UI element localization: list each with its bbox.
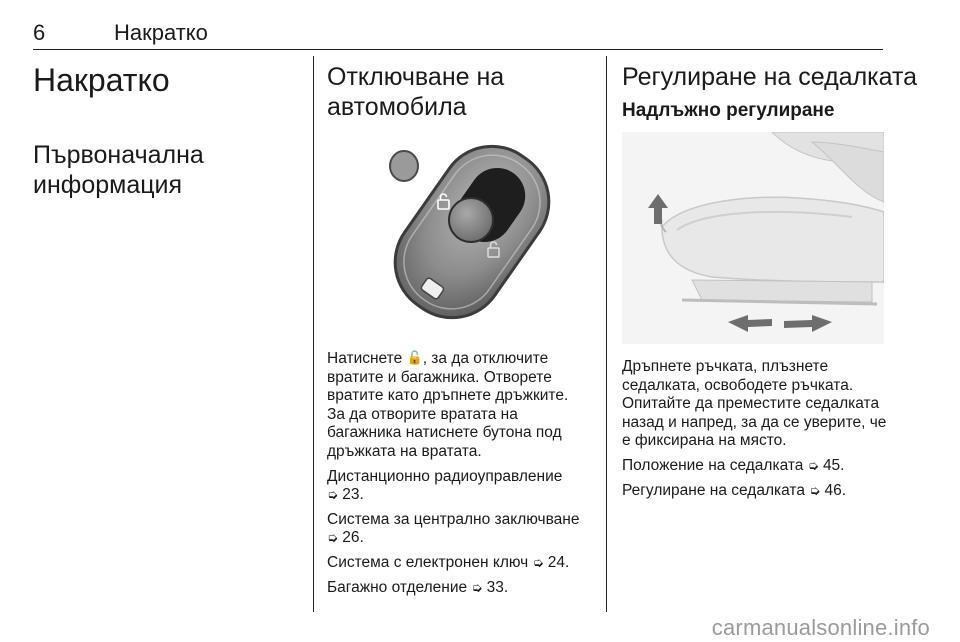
watermark: carmanualsonline.info xyxy=(711,615,930,640)
seat-adjustment-instruction: Дръпнете ръчката, плъзнете седалката, освободете ръчката. Опитайте да преместите седалката назад и напред, за да се уверите, че е фиксирана на място. xyxy=(622,358,887,450)
reference-seat-position: Положение на седалката ➭ 45. xyxy=(622,456,845,474)
reference-arrow-icon: ➭ xyxy=(327,487,338,503)
unlock-icon: 🔓 xyxy=(406,350,423,365)
header-rule xyxy=(33,49,883,50)
seat-adjustment-illustration xyxy=(622,132,884,344)
column-divider-2 xyxy=(606,56,607,612)
running-title: Накратко xyxy=(114,20,208,45)
unlocking-instruction xyxy=(327,349,589,462)
seat-adjustment-text xyxy=(622,358,887,506)
reference-central-locking: Система за централно заключване ➭ 26. xyxy=(327,510,580,547)
instruction-text-before-icon: Натиснете xyxy=(327,350,407,367)
page-number: 6 xyxy=(33,20,46,45)
reference-arrow-icon: ➭ xyxy=(807,457,819,473)
car-key-fob-illustration xyxy=(370,136,575,328)
reference-electronic-key: Система с електронен ключ ➭ 24. xyxy=(327,553,570,571)
instruction-text-after-icon: , за да отключите вратите и багажника. Отворете вратите като дръпнете дръжките. За да отворите вратата на багажника натиснете бутона под дръжката на вратата. xyxy=(327,350,569,460)
column-divider-1 xyxy=(313,56,314,612)
reference-arrow-icon: ➭ xyxy=(532,554,544,570)
reference-luggage-compartment: Багажно отделение ➭ 33. xyxy=(327,578,509,596)
unlocking-heading: Отключване на автомобила xyxy=(327,63,505,121)
reference-arrow-icon: ➭ xyxy=(327,530,338,546)
longitudinal-adjustment-subheading: Надлъжно регулиране xyxy=(622,100,835,121)
reference-arrow-icon: ➭ xyxy=(809,482,821,498)
reference-arrow-icon: ➭ xyxy=(471,579,483,595)
unlocking-text xyxy=(327,349,589,603)
subsection-title: Първоначална информация xyxy=(33,141,204,199)
reference-remote-control: Дистанционно радиоуправление ➭ 23. xyxy=(327,467,563,504)
reference-seat-adjustment: Регулиране на седалката ➭ 46. xyxy=(622,481,847,499)
seat-adjustment-heading: Регулиране на седалката xyxy=(622,63,918,91)
section-title: Накратко xyxy=(33,62,170,98)
